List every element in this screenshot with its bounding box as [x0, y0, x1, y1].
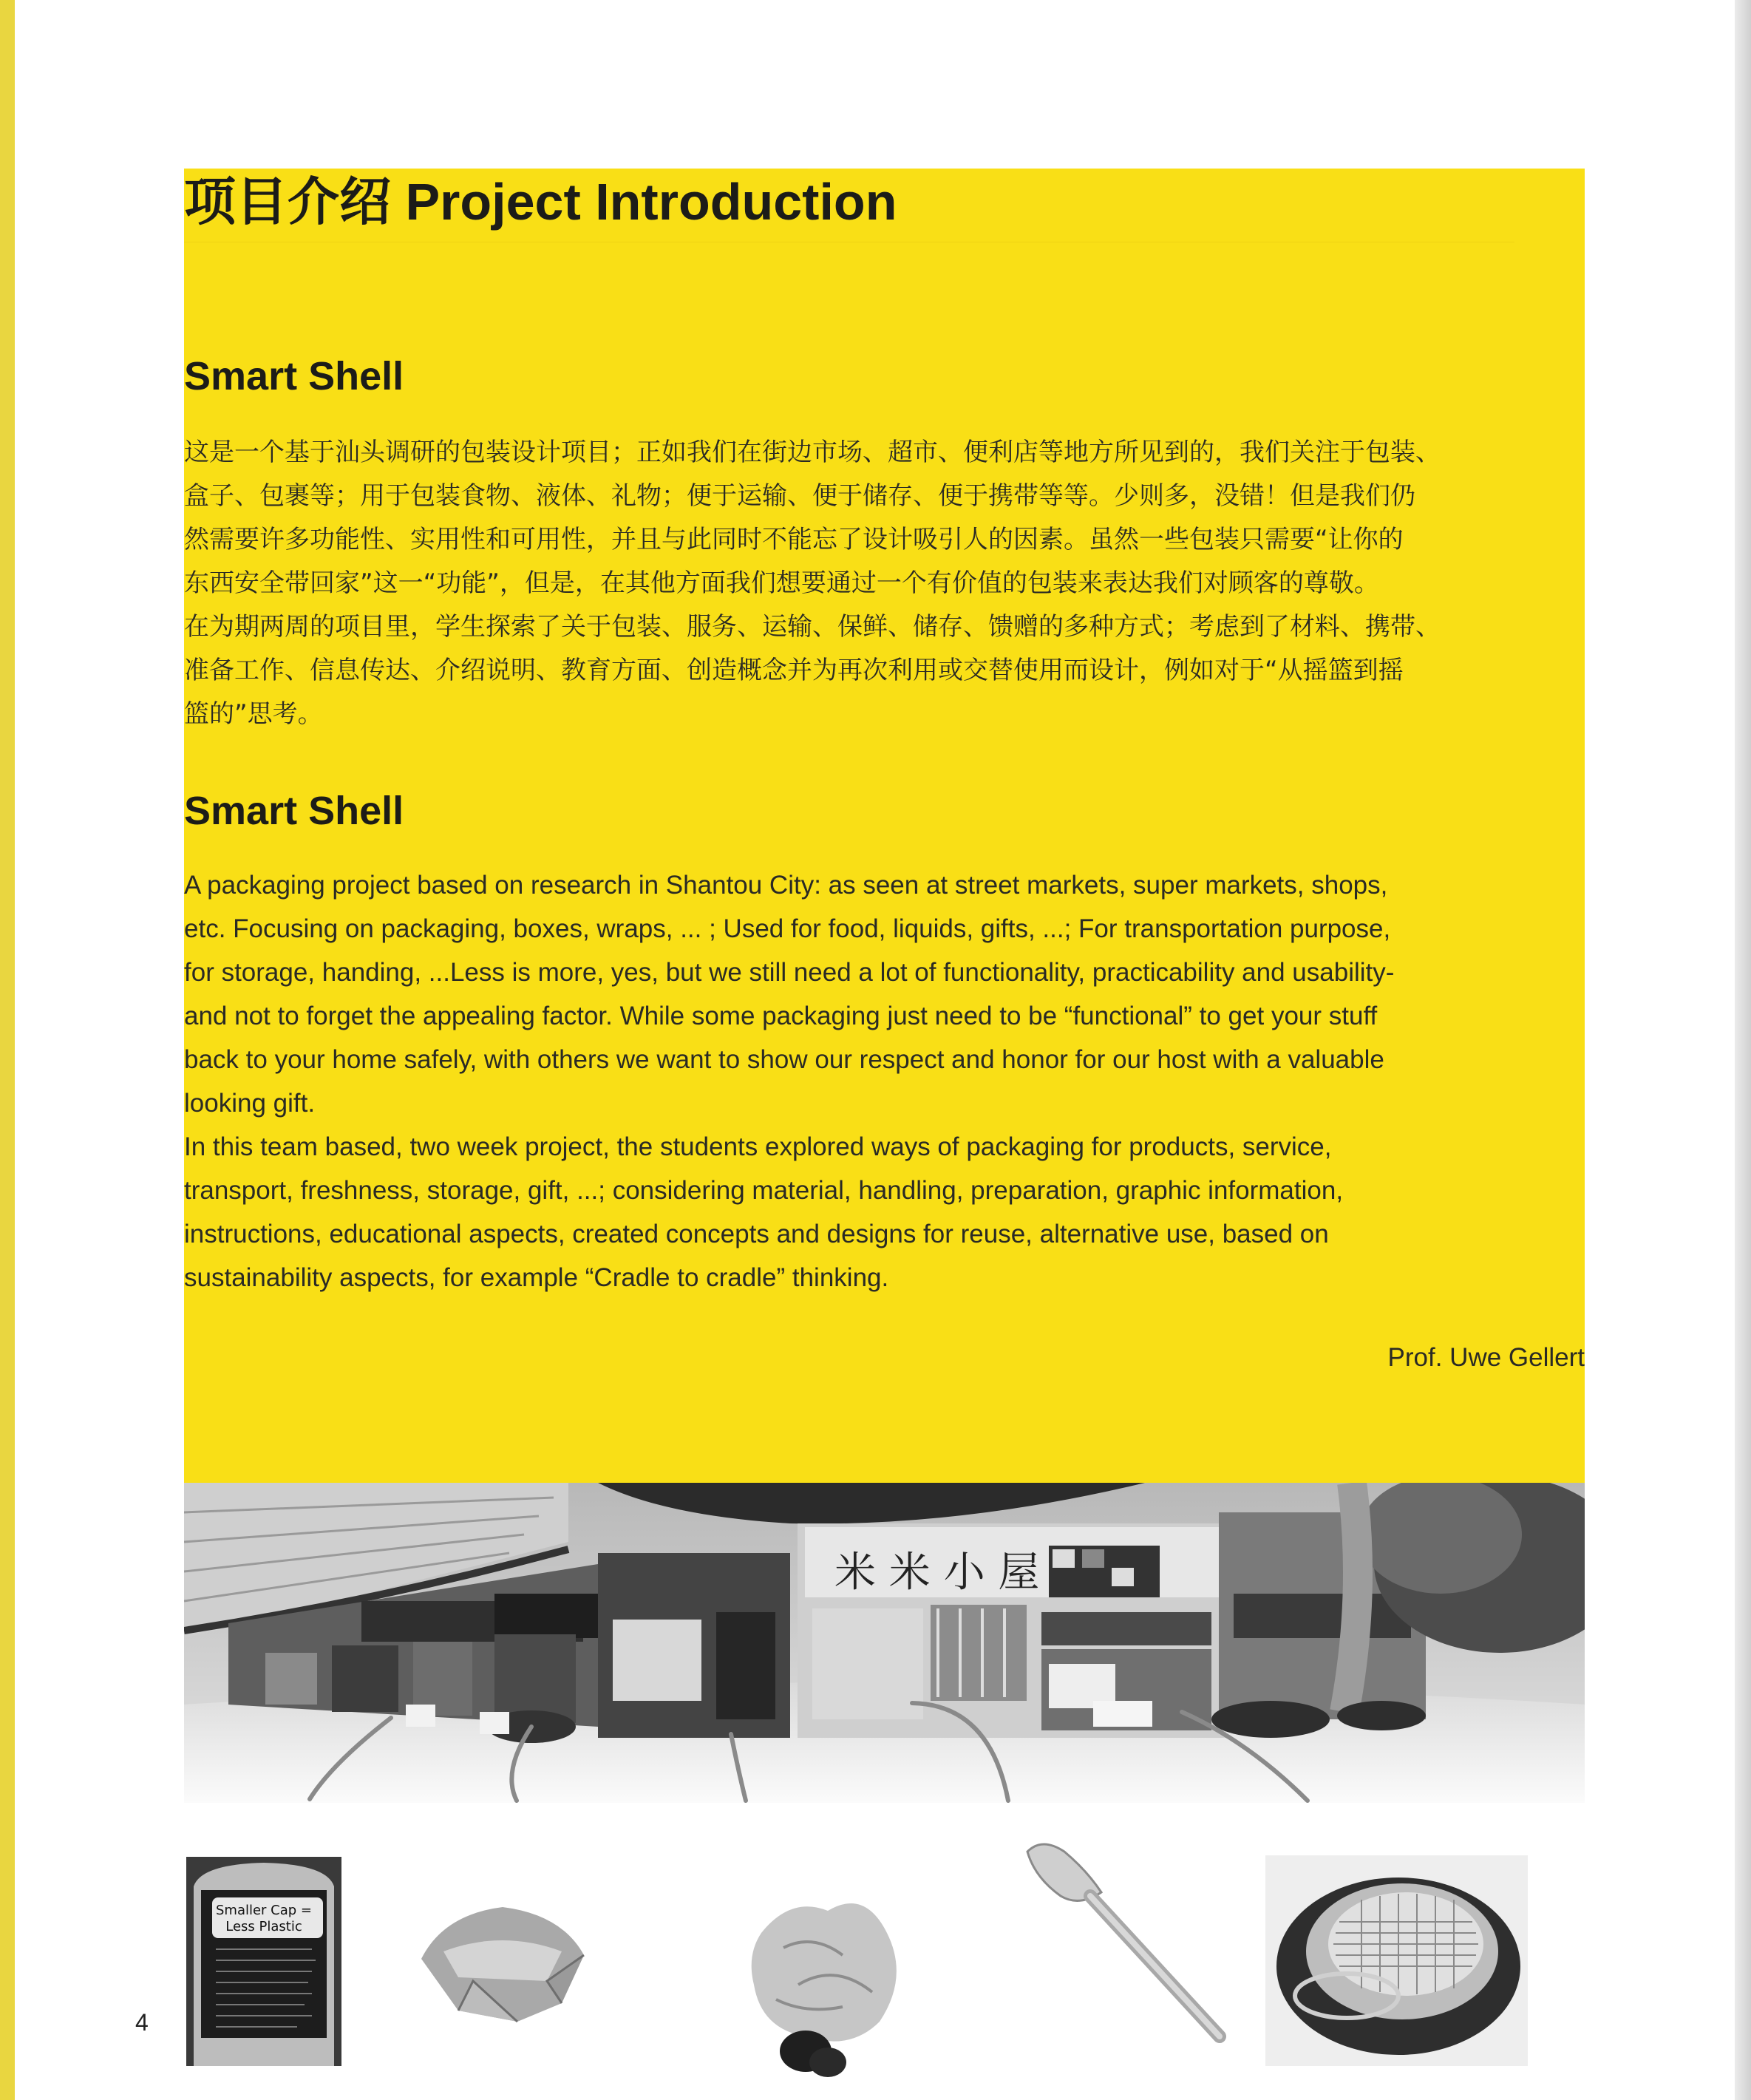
chinese-paragraph: [184, 431, 1588, 736]
chinese-line: 东西安全带回家”这一“功能”，但是，在其他方面我们想要通过一个有价值的包装来表达我们对顾客的尊敬。: [184, 568, 1379, 598]
chinese-line: 然需要许多功能性、实用性和可用性，并且与此同时不能忘了设计吸引人的因素。虽然一些包装只需要“让你的: [184, 525, 1404, 554]
shop-sign-text: 米 米 小 屋: [834, 1549, 1040, 1597]
page-number: 4: [135, 2009, 149, 2036]
english-line: sustainability aspects, for example “Cradle to cradle” thinking.: [184, 1263, 889, 1292]
english-line: instructions, educational aspects, created concepts and designs for reuse, alternative use, based on: [184, 1220, 1329, 1248]
page-title: 项目介绍 Project Introduction: [184, 173, 897, 231]
spatula-photo: [1020, 1837, 1234, 2051]
english-line: etc. Focusing on packaging, boxes, wraps, ... ; Used for food, liquids, gifts, ...; For transportation purpose,: [184, 914, 1391, 943]
english-section-heading: Smart Shell: [184, 789, 404, 833]
english-line: A packaging project based on research in Shantou City: as seen at street markets, super markets, shops,: [184, 871, 1388, 900]
round-tray-photo: [1265, 1855, 1528, 2066]
bottle-photo: [186, 1857, 341, 2066]
english-line: and not to forget the appealing factor. While some packaging just need to be “functional” to get your stuff: [184, 1002, 1378, 1030]
english-paragraph: [184, 863, 1588, 1299]
page-edge-shadow: [1735, 0, 1751, 2100]
yellow-binding-strip: [0, 0, 15, 2100]
chinese-section-heading: Smart Shell: [184, 354, 404, 398]
english-line: back to your home safely, with others we want to show our respect and honor for our host with a valuable: [184, 1045, 1384, 1074]
chinese-line: 准备工作、信息传达、介绍说明、教育方面、创造概念并为再次利用或交替使用而设计，例如对于“从摇篮到摇: [184, 656, 1404, 685]
author-signature: Prof. Uwe Gellert: [1387, 1343, 1585, 1372]
plastic-bag-photo: [739, 1889, 909, 2081]
english-line: looking gift.: [184, 1089, 316, 1118]
street-market-photo: [184, 1483, 1585, 1803]
chinese-line: 在为期两周的项目里，学生探索了关于包装、服务、运输、保鲜、储存、馈赠的多种方式；考虑到了材料、携带、: [184, 612, 1441, 642]
chinese-line: 篮的”思考。: [184, 699, 323, 729]
english-line: for storage, handing, ...Less is more, yes, but we still need a lot of functionality, practicability and usability-: [184, 958, 1395, 987]
bottle-label-line2: Less Plastic: [225, 1919, 302, 1934]
english-line: In this team based, two week project, the students explored ways of packaging for products, service,: [184, 1132, 1332, 1161]
bottle-label-line1: Smaller Cap =: [215, 1903, 313, 1918]
chinese-line: 这是一个基于汕头调研的包装设计项目；正如我们在街边市场、超市、便利店等地方所见到的，我们关注于包装、: [184, 438, 1441, 467]
chinese-line: 盒子、包裹等；用于包装食物、液体、礼物；便于运输、便于储存、便于携带等等。少则多，没错！但是我们仍: [184, 481, 1415, 511]
folded-tray-photo: [414, 1900, 591, 2025]
english-line: transport, freshness, storage, gift, ...; considering material, handling, preparation, graphic information,: [184, 1176, 1344, 1205]
